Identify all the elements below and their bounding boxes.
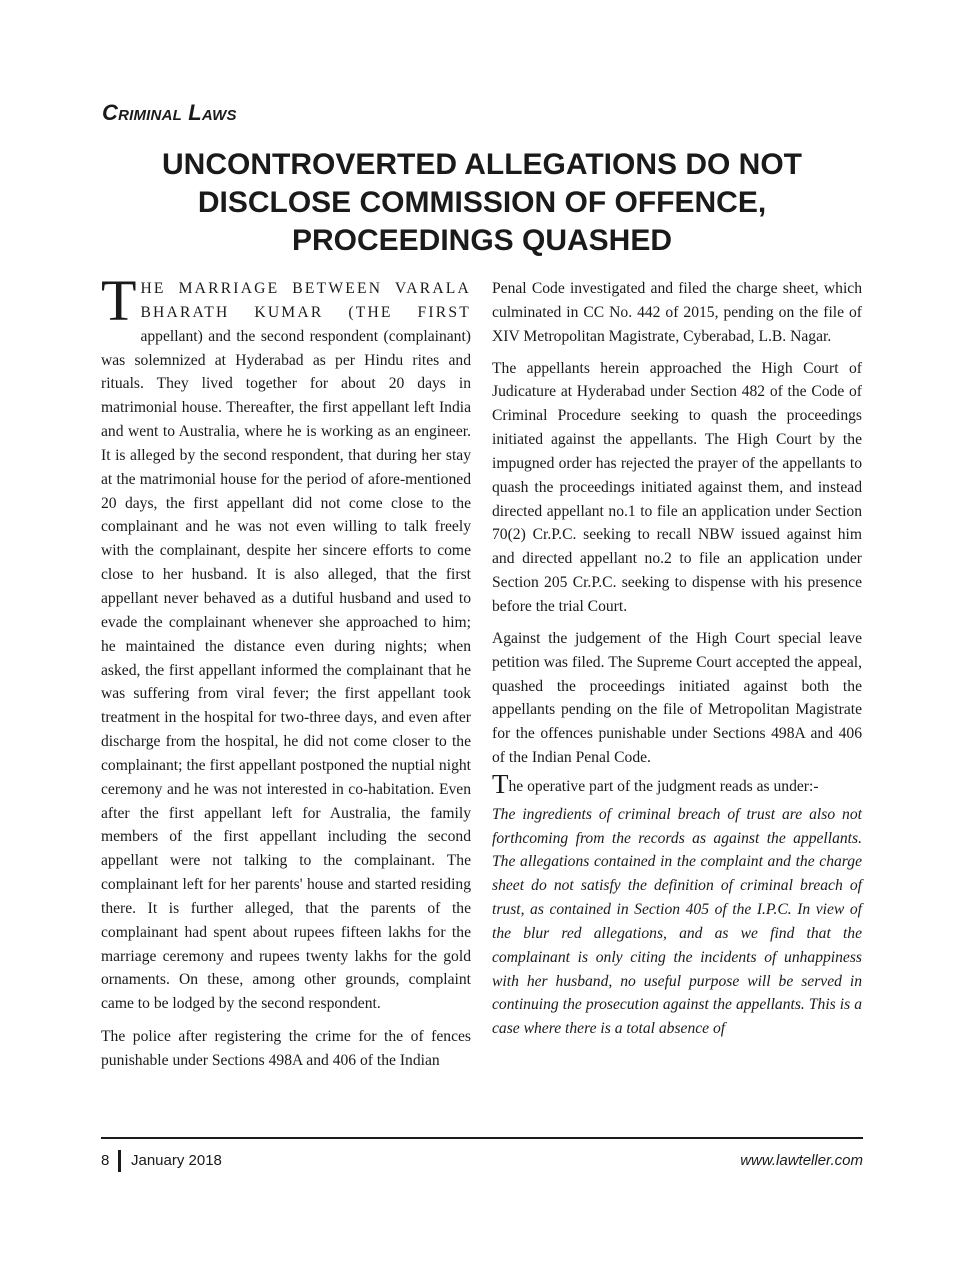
paragraph-charge-sheet: Penal Code investigated and filed the charge sheet, which culminated in CC No. 442 of 2015, pending on the file of XIV Metropolitan Magistrate, Cyberabad, L.B. Nagar. (492, 280, 862, 345)
footer-rule (101, 1137, 863, 1139)
paragraph-supreme-court: Against the judgement of the High Court special leave petition was filed. The Supreme Court accepted the appeal, quashed the proceedings initiated against both the appellants pending on the file of Metropolitan Magistrate for the offences punishable under Sections 498A and 406 of the Indian Penal Code. (492, 629, 862, 767)
operative-intro-text: he operative part of the judgment reads as under:- (508, 777, 819, 795)
article-headline (102, 146, 862, 260)
article-column-left (101, 268, 471, 1081)
headline-line-1: UNCONTROVERTED ALLEGATIONS DO NOT (162, 148, 802, 181)
paragraph-intro (101, 268, 471, 1016)
paragraph-police: The police after registering the crime for the of fences punishable under Sections 498A and 406 of the Indian (101, 1028, 471, 1069)
paragraph-intro-text: appellant) and the second respondent (complainant) was solemnized at Hyderabad as per Hindu rites and rituals. They lived together for about 20 days in matrimonial house. Thereafter, the first appellant left India and went to Australia, where he is working as an engineer. It is alleged by the second respondent, that during her stay at the matrimonial house for the period of afore-mentioned 20 days, the first appellant did not come close to the complainant and he was not even willing to talk freely with the complainant, despite her sincere efforts to come close to her husband. It is also alleged, that the first appellant never behaved as a dutiful husband and used to evade the complainant whenever she approached to him; he maintained the distance even during nights; when asked, the first appellant informed the complainant that he was suffering from viral fever; the first appellant took treatment in the hospital for two-three days, and even after discharge from the hospital, he did not come closer to the complainant; the first appellant postponed the nuptial night ceremony and he was not interested in co-habitation. Even after the first appellant left for Australia, the family members of the first appellant including the second appellant were not talking to the complainant. The complainant left for her parents' house and started residing there. It is further alleged, that the parents of the complainant had spent about rupees fifteen lakhs for the marriage ceremony and rupees twenty lakhs for the gold ornaments. On these, among other grounds, complaint came to be lodged by the second respondent. (101, 327, 471, 1013)
page-footer (101, 1150, 863, 1174)
operative-initial: T (492, 768, 509, 799)
lead-in-caps: HE MARRIAGE BETWEEN VARALA BHARATH KUMAR (THE FIRST (140, 280, 471, 321)
section-label: Criminal Laws (102, 100, 237, 125)
footer-separator (118, 1150, 121, 1172)
paragraph-operative-intro (492, 768, 862, 799)
website-url[interactable]: www.lawteller.com (740, 1152, 863, 1169)
paragraph-high-court: The appellants herein approached the High Court of Judicature at Hyderabad under Section 482 of the Code of Criminal Procedure seeking to quash the proceedings initiated against the appellants. The High Court by the impugned order has rejected the prayer of the appellants to quash the proceedings initiated against them, and instead directed appellant no.1 to file an application under Section 70(2) Cr.P.C. seeking to recall NBW issued against him and directed appellant no.2 to file an application under Section 205 Cr.P.C. seeking to dispense with his presence before the trial Court. (492, 359, 862, 615)
article-column-right (492, 277, 862, 1049)
issue-date: January 2018 (131, 1152, 222, 1169)
judgment-quote: The ingredients of criminal breach of trust are also not forthcoming from the records as against the appellants. The allegations contained in the complaint and the charge sheet do not satisfy the definition of criminal breach of trust, as contained in Section 405 of the I.P.C. In view of the blur red allegations, and as we find that the complainant is only citing the incidents of unhappiness with her husband, no useful purpose will be served in continuing the prosecution against the appellants. This is a case where there is a total absence of (492, 805, 862, 1038)
headline-line-3: PROCEEDINGS QUASHED (291, 224, 673, 257)
drop-cap: T (101, 268, 137, 333)
page-number: 8 (101, 1152, 110, 1169)
headline-line-2: DISCLOSE COMMISSION OF OFFENCE, (197, 186, 767, 219)
